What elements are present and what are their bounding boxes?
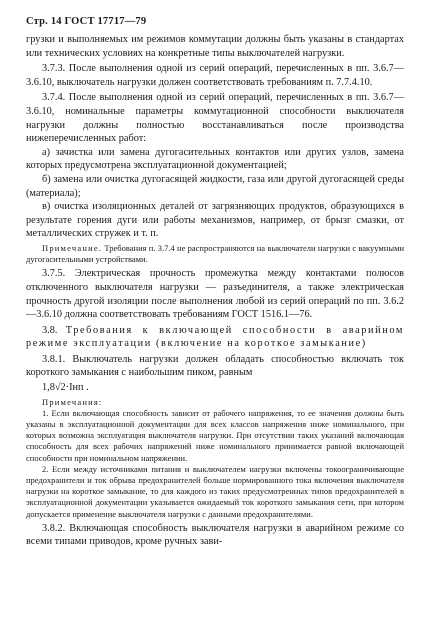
note-1: 1. Если включающая способность зависит от рабочего напряжения, то ее значения должны быть указаны в эксплуатационной документации для всех классов напряжения ниже номинального, при которых возможна эксплуатация выключателя нагрузки. При отсутствии таких указаний включающая способность для всех рабочих напряжений ниже номинального принимается равной включающей способности при номинальном напряжении.	[26, 407, 404, 463]
paragraph-3-8-2: 3.8.2. Включающая способность выключателя нагрузки в аварийном режиме со всеми типами приводов, кроме ручных зави-	[26, 522, 404, 548]
list-item-b: б) замена или очистка дугогасящей жидкости, газа или другой дугогасящей среды (материала);	[26, 173, 404, 199]
note-2: 2. Если между источниками питания и выключателем нагрузки включены токоограничивающие предохранители и ток обрыва предохранителей больше нормированного тока включения выключателя нагрузки на короткое замыкание, то для каждого из таких предусмотренных типов предохранителей в эксплуатационной документации указывается ожидаемый ток короткого замыкания сети, при котором допускается применение выключателя нагрузки с данными предохранителями.	[26, 463, 404, 519]
page-header: Стр. 14 ГОСТ 17717—79	[26, 16, 147, 27]
paragraph-continuation: грузки и выполняемых им режимов коммутации должны быть указаны в стандартах или технических условиях на конкретные типы выключателей нагрузки.	[26, 34, 404, 59]
paragraph-3-7-4: 3.7.4. После выполнения одной из серий операций, перечисленных в пп. 3.6.7—3.6.10, номинальные параметры коммутационной способности выключателя нагрузки должны полностью восстанавливаться после производства нижеперечисленных работ:	[26, 92, 404, 145]
paragraph-3-8-1: 3.8.1. Выключатель нагрузки должен обладать способностью включать ток короткого замыкания с наибольшим пиком, равным	[26, 353, 404, 379]
list-item-a: а) зачистка или замена дугогасительных контактов или других узлов, замена которых предусмотрена эксплуатационной документацией;	[26, 146, 404, 172]
note-label: Примечание.	[42, 242, 103, 253]
section-number: 3.8.	[42, 324, 66, 336]
paragraph-3-7-5: 3.7.5. Электрическая прочность промежутка между контактами полюсов отключенного выключателя нагрузки — разъединителя, а также электрическая прочность другой изоляции после выполнения любой из серий операций по пп. 3.6.2—3.6.10 должна соответствовать требованиям ГОСТ 1516.1—76.	[26, 268, 404, 321]
document-page	[26, 16, 404, 549]
list-item-v: в) очистка изоляционных деталей от загрязняющих продуктов, образующихся в результате горения дуги или работы механизмов, например, от брызг смазки, от металлических стружек и т. п.	[26, 201, 404, 240]
note-text: Требования п. 3.7.4 не распространяются на выключатели нагрузки с вакуумными дугогасительными устройствами.	[26, 242, 404, 265]
formula-peak-current: 1,8√2·Iнп .	[42, 382, 89, 394]
note-3-7-4	[26, 243, 404, 265]
paragraph-3-7-3: 3.7.3. После выполнения одной из серий операций, перечисленных в пп. 3.6.7—3.6.10, выключатель нагрузки должен соответствовать требованиям п. 7.7.4.10.	[26, 63, 404, 88]
section-title: Требования к включающей способности в аварийном режиме эксплуатации (включение на короткое замыкание)	[26, 324, 404, 350]
notes-heading: Примечания:	[42, 396, 103, 407]
section-3-8-heading	[26, 324, 404, 351]
